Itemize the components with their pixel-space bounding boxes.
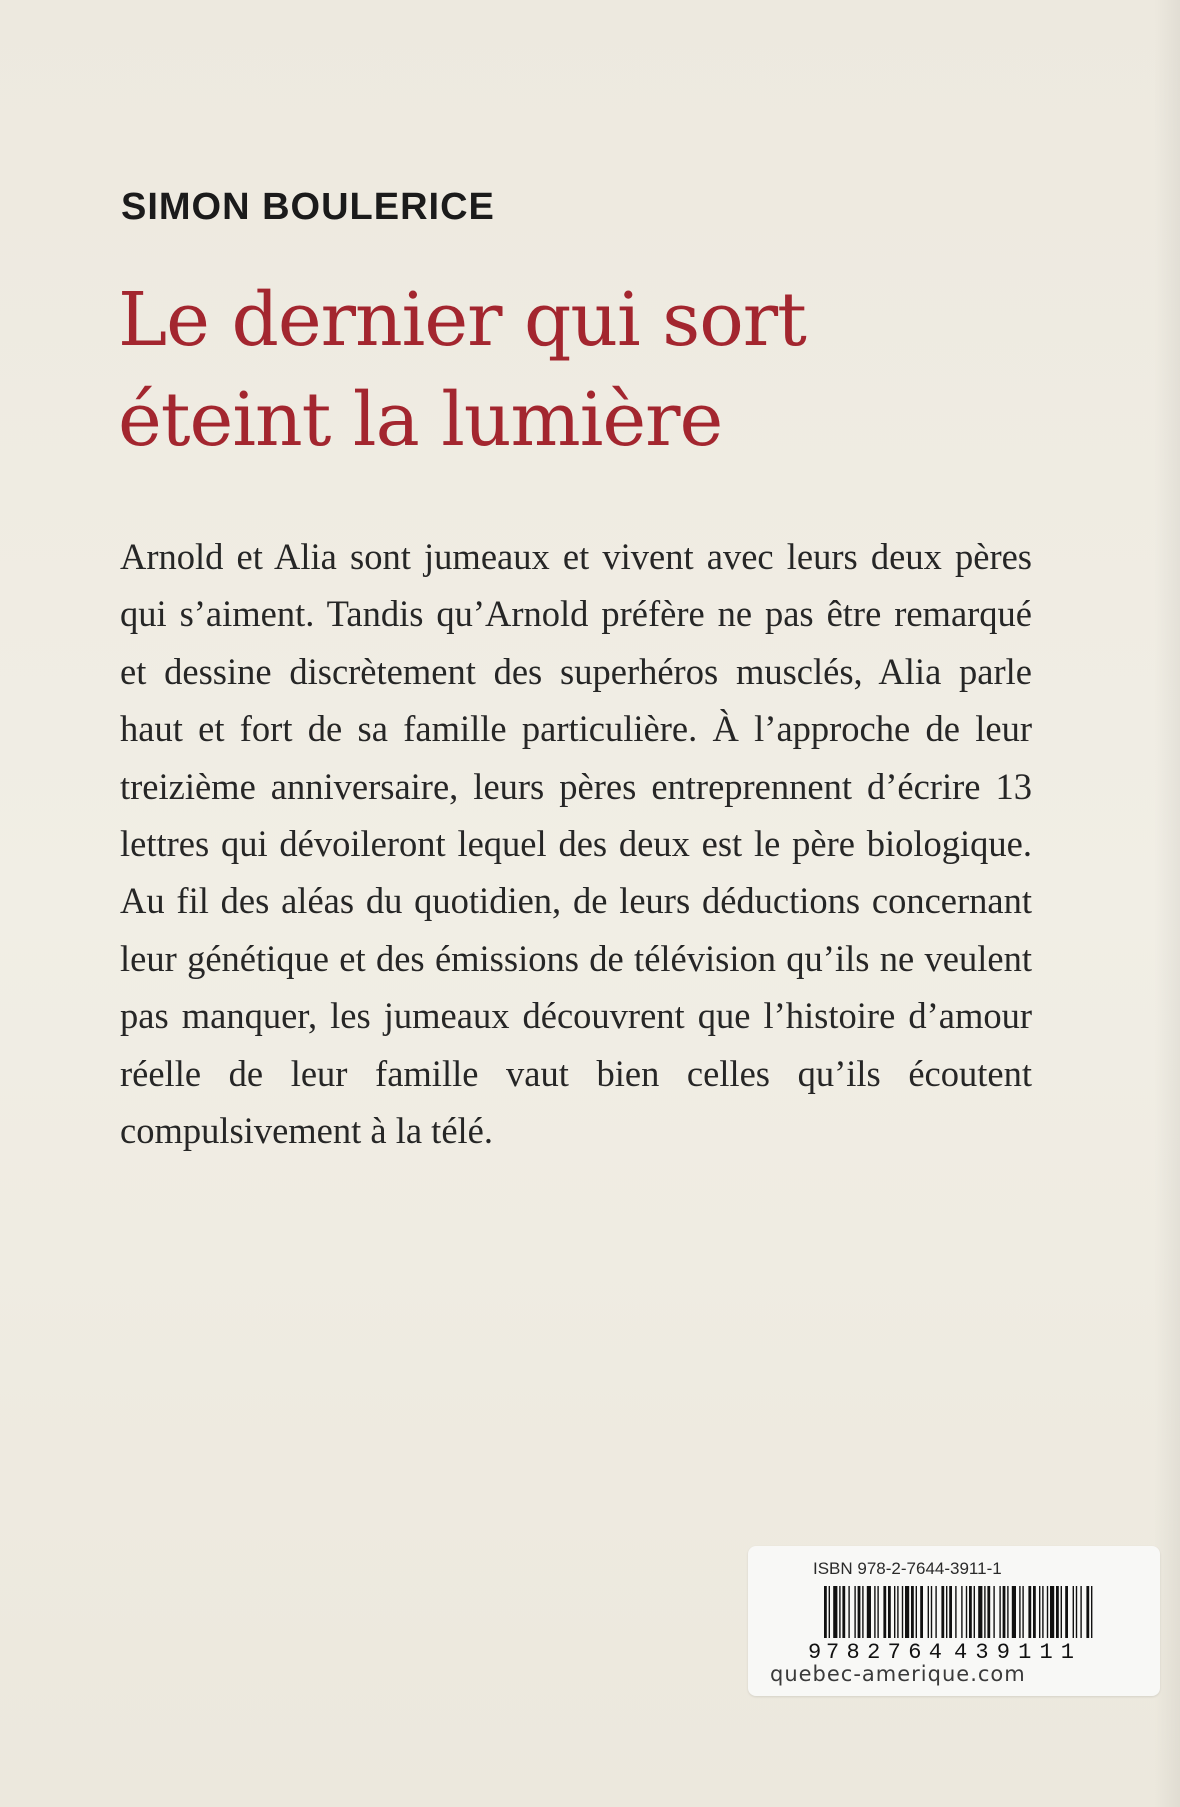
barcode-bar	[1022, 1586, 1023, 1638]
barcode-left-digits: 782764	[826, 1640, 942, 1662]
barcode-bar	[888, 1586, 891, 1638]
barcode-bar	[1061, 1586, 1062, 1638]
barcode-bar	[905, 1586, 909, 1638]
barcode-bar	[1019, 1586, 1020, 1638]
barcode-bar	[1073, 1586, 1074, 1638]
barcode	[808, 1586, 1108, 1662]
publisher-website: quebec-amerique.com	[770, 1662, 1026, 1686]
barcode-bar	[920, 1586, 923, 1638]
barcode-bar	[1003, 1586, 1006, 1638]
barcode-bar	[867, 1586, 871, 1638]
barcode-bar	[854, 1586, 855, 1638]
barcode-bar	[1050, 1586, 1054, 1638]
barcode-bar	[883, 1586, 886, 1638]
barcode-bar	[839, 1586, 840, 1638]
barcode-bar	[1007, 1586, 1008, 1638]
barcode-bar	[894, 1586, 895, 1638]
barcode-bar	[1056, 1586, 1059, 1638]
barcode-bar	[949, 1586, 952, 1638]
barcode-bar	[916, 1586, 917, 1638]
synopsis-text: Arnold et Alia sont jumeaux et vivent avec leurs deux pères qui s’aiment. Tandis qu’Arnold préfère ne pas être remarqué et dessine discrètement des superhéros musclés, Alia parle haut et fort de sa famille particulière. À l’approche de leur treizième anniversaire, leurs pères entreprennent d’écrire 13 lettres qui dévoileront lequel des deux est le père biologique. Au fil des aléas du quotidien, de leurs déductions concernant leur génétique et des émissions de télévision qu’ils ne veulent pas manquer, les jumeaux découvrent que l’histoire d’amour réelle de leur famille vaut bien celles qu’ils écoutent compulsivement à la télé.	[120, 536, 1032, 1152]
barcode-bar	[928, 1586, 929, 1638]
barcode-bar	[999, 1586, 1000, 1638]
barcode-bar	[842, 1586, 845, 1638]
barcode-bar	[1091, 1586, 1092, 1638]
barcode-bar	[1086, 1586, 1089, 1638]
barcode-bar	[1039, 1586, 1040, 1638]
barcode-bar	[902, 1586, 903, 1638]
barcode-bar	[1080, 1586, 1081, 1638]
barcode-bar	[877, 1586, 878, 1638]
barcode-bar	[1033, 1586, 1036, 1638]
barcode-bar	[974, 1586, 975, 1638]
barcode-bar	[1012, 1586, 1016, 1638]
barcode-bar	[961, 1586, 962, 1638]
barcode-first-digit: 9	[808, 1640, 822, 1662]
barcode-bar	[984, 1586, 985, 1638]
barcode-bar	[862, 1586, 863, 1638]
book-title-line-2: éteint la lumière	[118, 377, 723, 463]
barcode-right-digits: 439111	[954, 1640, 1074, 1662]
book-title	[118, 270, 806, 470]
barcode-bar	[931, 1586, 932, 1638]
barcode-bar	[946, 1586, 947, 1638]
barcode-bars	[824, 1586, 1092, 1638]
barcode-sticker	[748, 1546, 1160, 1696]
cover-edge-shadow	[1154, 0, 1180, 1807]
barcode-bar	[935, 1586, 936, 1638]
barcode-bar	[911, 1586, 914, 1638]
barcode-bar	[993, 1586, 994, 1638]
barcode-bar	[824, 1586, 827, 1638]
barcode-bar	[941, 1586, 944, 1638]
book-title-line-1: Le dernier qui sort	[118, 277, 806, 363]
barcode-bar	[1076, 1586, 1077, 1638]
barcode-bar	[969, 1586, 972, 1638]
barcode-bar	[858, 1586, 861, 1638]
barcode-bar	[1047, 1586, 1048, 1638]
barcode-bar	[848, 1586, 849, 1638]
barcode-bar	[987, 1586, 990, 1638]
barcode-bar	[966, 1586, 967, 1638]
barcode-bar	[978, 1586, 982, 1638]
barcode-bar	[1028, 1586, 1031, 1638]
isbn-text: ISBN 978-2-7644-3911-1	[813, 1559, 1002, 1578]
barcode-bar	[1042, 1586, 1043, 1638]
author-name: SIMON BOULERICE	[121, 186, 495, 228]
barcode-bar	[829, 1586, 830, 1638]
barcode-bar	[1065, 1586, 1068, 1638]
barcode-bar	[955, 1586, 956, 1638]
barcode-bar	[833, 1586, 837, 1638]
barcode-bar	[897, 1586, 898, 1638]
barcode-bar	[874, 1586, 875, 1638]
